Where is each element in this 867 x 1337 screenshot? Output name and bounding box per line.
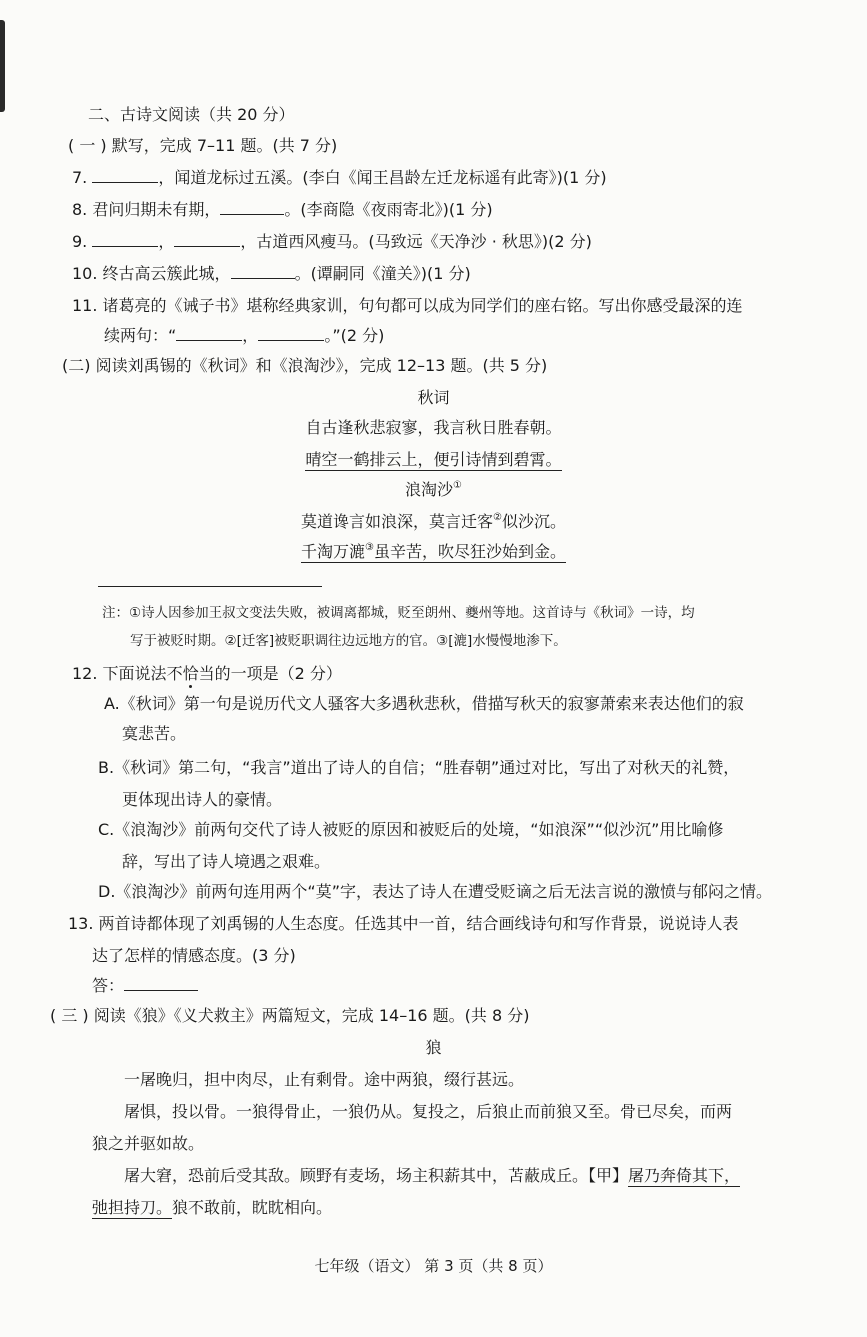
poem1-line2 [0,450,867,470]
question-7 [72,168,607,188]
answer-blank [258,326,324,341]
question-text-post: 。(谭嗣同《潼关》)(1 分) [294,264,471,283]
question-8 [72,200,493,220]
passage-text: 狼不敢前，眈眈相向。 [172,1198,333,1217]
footnote-line1: 注：①诗人因参加王叔文变法失败，被调离都城，贬至朗州、夔州等地。这首诗与《秋词》一诗，均 [102,605,695,621]
answer-line [92,976,198,996]
question-13-line2: 达了怎样的情感态度。(3 分) [92,946,296,965]
poem1-title: 秋词 [417,388,450,407]
footnote-marker: ③ [365,542,374,553]
verse-text: 千淘万漉 [301,542,366,561]
question-text-pre: 下面说法 [102,664,167,683]
binding-edge-mark [0,20,5,112]
question-text-pre: 续两句：“ [104,326,177,345]
question-11 [72,296,743,316]
footnote-marker: ② [493,512,502,523]
option-b-line2: 更体现出诗人的豪情。 [122,790,283,809]
wolf-paragraph-3-cont [92,1198,332,1218]
underlined-sentence: 弛担持刀。 [92,1198,173,1217]
answer-blank [231,264,295,279]
option-c-line1: C.《浪淘沙》前两句交代了诗人被贬的原因和被贬后的处境，“如浪深”“似沙沉”用比喻修 [98,820,724,839]
question-number: 7. [72,168,88,187]
poem2-line1 [0,512,867,532]
blank-separator: ， [242,326,259,345]
wolf-title: 狼 [425,1038,442,1057]
answer-blank [176,326,242,341]
question-text-post: 。(李商隐《夜雨寄北》)(1 分) [284,200,493,219]
question-number: 12. [72,664,98,683]
answer-label: 答： [92,976,125,995]
footnote-line2: 写于被贬时期。②[迁客]被贬职调往边远地方的官。③[漉]水慢慢地渗下。 [130,633,567,649]
verse-text: 莫道谗言如浪深，莫言迁客 [301,512,494,531]
question-number: 9. [72,232,88,251]
wolf-paragraph-2-cont: 狼之并驱如故。 [92,1134,205,1153]
option-b-line1: B.《秋词》第二句，“我言”道出了诗人的自信；“胜春朝”通过对比，写出了对秋天的礼赞， [98,758,740,777]
question-10 [72,264,471,284]
question-text: ，古道西风瘦马。(马致远《天净沙 · 秋思》)(2 分) [240,232,592,251]
question-number: 8. [72,200,88,219]
part3-title: ( 三 ) 阅读《狼》《义犬救主》两篇短文，完成 14–16 题。(共 8 分) [50,1006,530,1025]
answer-blank [220,200,284,215]
verse-text: 虽辛苦，吹尽狂沙始到金。 [373,542,566,561]
question-number: 10. [72,264,98,283]
section-title: 二、古诗文阅读（共 20 分） [88,105,295,124]
answer-blank [92,232,158,247]
blank-separator: ， [158,232,175,251]
part1-title: ( 一 ) 默写，完成 7–11 题。(共 7 分) [68,136,338,155]
question-number: 11. [72,296,98,315]
answer-blank [174,232,240,247]
question-12 [72,664,342,684]
question-text: 两首诗都体现了刘禹锡的人生态度。任选其中一首，结合画线诗句和写作背景，说说诗人表 [98,914,739,933]
question-text-pre: 终古高云簇此城， [102,264,231,283]
question-13 [68,914,739,934]
wolf-paragraph-1: 一屠晚归，担中肉尽，止有剩骨。途中两狼，缀行甚远。 [124,1070,525,1089]
option-d-line1: D.《浪淘沙》前两句连用两个“莫”字，表达了诗人在遭受贬谪之后无法言说的激愤与郁闷之情。 [98,882,772,901]
question-text-post: 的一项是（2 分） [214,664,342,683]
part2-title: (二) 阅读刘禹锡的《秋词》和《浪淘沙》，完成 12–13 题。(共 5 分) [62,356,548,375]
page-footer: 七年级（语文） 第 3 页（共 8 页） [314,1257,553,1275]
poem2-title-text: 浪淘沙 [405,480,454,499]
poem1-line1: 自古逢秋悲寂寥，我言秋日胜春朝。 [305,418,562,437]
question-11-line2 [104,326,384,346]
underlined-verse [301,542,566,563]
verse-text: 似沙沉。 [501,512,566,531]
passage-text: 屠大窘，恐前后受其敌。顾野有麦场，场主积薪其中，苫蔽成丘。【甲】 [124,1166,629,1185]
footnote-marker: ① [453,480,462,491]
question-text-post: 。”(2 分) [324,326,385,345]
wolf-paragraph-3 [124,1166,740,1186]
wolf-paragraph-2: 屠惧，投以骨。一狼得骨止，一狼仍从。复投之，后狼止而前狼又至。骨已尽矣，而两 [124,1102,733,1121]
answer-blank [124,976,198,991]
poem2-line2 [0,542,867,562]
question-number: 13. [68,914,94,933]
question-text-pre: 君问归期未有期， [92,200,221,219]
option-c-line2: 辞，写出了诗人境遇之艰难。 [122,852,331,871]
question-text: ，闻道龙标过五溪。(李白《闻王昌龄左迁龙标遥有此寄》)(1 分) [158,168,607,187]
question-text: 诸葛亮的《诫子书》堪称经典家训，句句都可以成为同学们的座右铭。写出你感受最深的连 [102,296,743,315]
underlined-verse: 晴空一鹤排云上，便引诗情到碧霄。 [305,450,562,469]
answer-blank [92,168,158,183]
option-a-line1: A.《秋词》第一句是说历代文人骚客大多遇秋悲秋，借描写秋天的寂寥萧索来表达他们的寂 [104,694,744,713]
underlined-sentence: 屠乃奔倚其下， [628,1166,741,1185]
poem2-title [0,480,867,500]
question-9 [72,232,592,252]
footnote-divider [98,586,322,587]
emphasis-dotted-text: 不恰当 [166,664,215,683]
option-a-line2: 寞悲苦。 [122,724,187,743]
